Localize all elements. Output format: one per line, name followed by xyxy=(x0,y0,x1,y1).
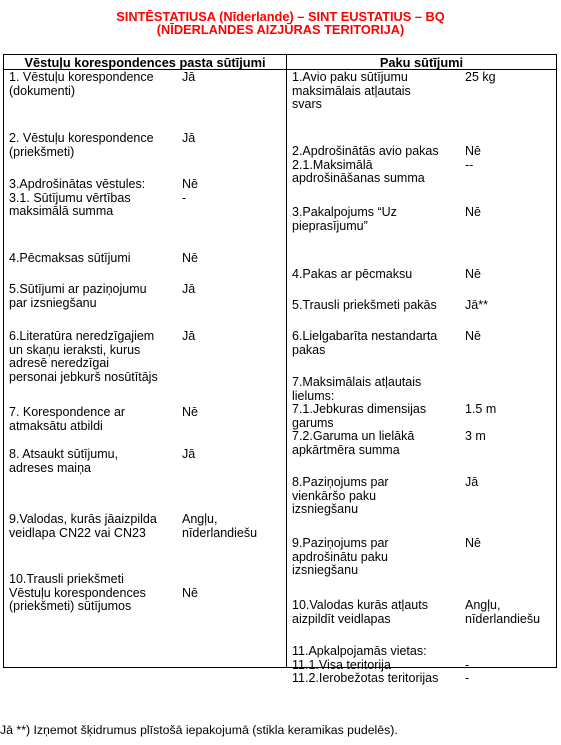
right-row-2-label: 2.Apdrošinātās avio pakas 2.1.Maksimālā apdrošināšanas summa xyxy=(292,144,439,185)
left-row-4-value: Nē xyxy=(182,251,198,265)
left-row-9-value: Angļu, nīderlandiešu xyxy=(182,512,258,540)
right-row-9-value: Nē xyxy=(465,536,481,550)
right-row-3-label: 3.Pakalpojums “Uz pieprasījumu” xyxy=(292,205,397,233)
left-row-10-label: 10.Trausli priekšmeti Vēstuļu korespondences (priekšmeti) sūtījumos xyxy=(9,572,146,613)
right-row-10-label: 10.Valodas kurās atļauts aizpildīt veidlapas xyxy=(292,598,428,626)
right-row-1-value: 25 kg xyxy=(465,70,496,84)
left-row-6-label: 6.Literatūra neredzīgajiem un skaņu ieraksti, kurus adresē neredzīgai personai jebkurš nosūtītājs xyxy=(9,329,158,384)
left-row-3-value: Nē - xyxy=(182,177,198,205)
right-row-8-label: 8.Paziņojums par vienkāršo paku izsniegšanu xyxy=(292,475,389,516)
title-line-2: (NĪDERLANDES AIZJŪRAS TERITORIJA) xyxy=(156,22,405,37)
right-row-2-value: Nē -- xyxy=(465,144,481,172)
right-row-4-value: Nē xyxy=(465,267,481,281)
left-row-10-value: Nē xyxy=(182,585,198,600)
left-row-5-label: 5.Sūtījumi ar paziņojumu par izsniegšanu xyxy=(9,282,147,310)
title-line-1: SINTĒSTATIUSA (Nīderlande) – SINT EUSTATIUS – BQ xyxy=(116,9,445,24)
right-row-5-label: 5.Trausli priekšmeti pakās xyxy=(292,298,437,312)
left-row-3-label: 3.Apdrošinātas vēstules: 3.1. Sūtījumu vērtības maksimālā summa xyxy=(9,177,146,218)
right-row-6-value: Nē xyxy=(465,329,481,343)
left-row-8-label: 8. Atsaukt sūtījumu, adreses maiņa xyxy=(9,447,119,475)
parcel-column xyxy=(287,70,557,685)
left-row-2-label: 2. Vēstuļu korespondence (priekšmeti) xyxy=(9,131,154,159)
right-row-8-value: Jā xyxy=(465,475,479,489)
letter-mail-column xyxy=(4,70,287,668)
left-row-5-value: Jā xyxy=(182,282,196,296)
left-row-7-value: Nē xyxy=(182,405,198,419)
right-row-11-label: 11.Apkalpojamās vietas: 11.1.Visa teritorija 11.2.Ierobežotas teritorijas xyxy=(292,644,439,685)
left-row-7-label: 7. Korespondence ar atmaksātu atbildi xyxy=(9,405,126,433)
parcel-header: Paku sūtījumi xyxy=(287,55,557,70)
right-row-10-value: Angļu, nīderlandiešu xyxy=(465,598,541,626)
left-row-6-value: Jā xyxy=(182,329,196,343)
right-row-7-value: 1.5 m 3 m xyxy=(465,402,497,443)
footnote: Jā **) Izņemot šķidrumus plīstošā iepakojumā (stikla keramikas pudelēs). xyxy=(0,723,398,737)
right-row-11-value: - - xyxy=(465,657,470,685)
left-row-9-label: 9.Valodas, kurās jāaizpilda veidlapa CN22 vai CN23 xyxy=(9,512,157,540)
left-row-1-value: Jā xyxy=(182,70,196,84)
right-row-6-label: 6.Lielgabarīta nestandarta pakas xyxy=(292,329,438,357)
left-row-4-label: 4.Pēcmaksas sūtījumi xyxy=(9,251,131,265)
services-table xyxy=(3,54,557,685)
right-row-9-label: 9.Paziņojums par apdrošinātu paku izsniegšanu xyxy=(292,536,389,577)
left-row-8-value: Jā xyxy=(182,447,196,461)
letter-mail-header: Vēstuļu korespondences pasta sūtījumi xyxy=(4,55,287,70)
right-row-7-label: 7.Maksimālais atļautais lielums: 7.1.Jebkuras dimensijas garums 7.2.Garuma un lielākā apkārtmēra summa xyxy=(292,375,427,457)
right-row-1-label: 1.Avio paku sūtījumu maksimālais atļautais svars xyxy=(292,70,411,111)
right-row-5-value: Jā** xyxy=(465,298,488,312)
left-row-2-value: Jā xyxy=(182,131,196,145)
right-row-3-value: Nē xyxy=(465,205,481,219)
right-row-4-label: 4.Pakas ar pēcmaksu xyxy=(292,267,413,281)
left-row-1-label: 1. Vēstuļu korespondence (dokumenti) xyxy=(9,70,154,98)
